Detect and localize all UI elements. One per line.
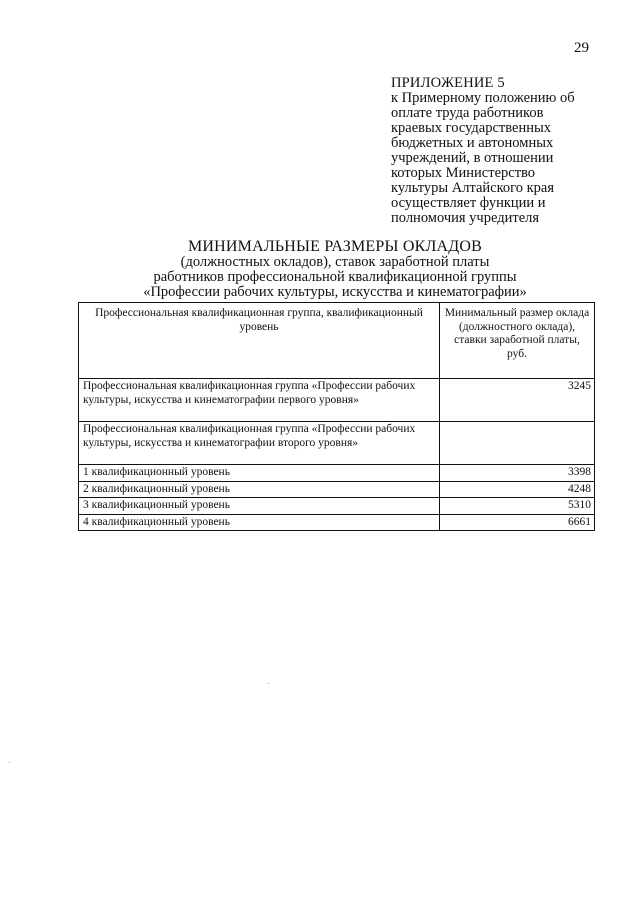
table-row — [79, 422, 595, 465]
heading-title: МИНИМАЛЬНЫЕ РАЗМЕРЫ ОКЛАДОВ — [187, 238, 483, 255]
row-value: 3398 — [440, 465, 595, 482]
table-row — [79, 465, 595, 482]
page-number: 29 — [574, 40, 589, 56]
header-qualification: Профессиональная квалификационная группа, квалификационный уровень — [79, 303, 440, 379]
heading-line-3: работников профессиональной квалификационной группы — [153, 269, 517, 285]
appendix-block — [391, 76, 591, 226]
heading-line-4: «Профессии рабочих культуры, искусства и кинематографии» — [143, 284, 527, 300]
row-label: Профессиональная квалификационная группа «Профессии рабочих культуры, искусства и кинематографии второго уровня» — [79, 422, 440, 465]
table-row — [79, 481, 595, 498]
scan-speck — [9, 762, 10, 763]
row-value: 5310 — [440, 498, 595, 515]
row-label: Профессиональная квалификационная группа «Профессии рабочих культуры, искусства и кинематографии первого уровня» — [79, 379, 440, 422]
table-row — [79, 498, 595, 515]
row-value: 3245 — [440, 379, 595, 422]
document-heading — [70, 238, 600, 300]
row-value: 4248 — [440, 481, 595, 498]
table-row — [79, 379, 595, 422]
appendix-body: к Примерному положению об оплате труда работников краевых государственных бюджетных и автономных учреждений, в отношении которых Министерство культуры Алтайского края осуществляет функции и полномочия учредителя — [391, 90, 575, 226]
header-salary: Минимальный размер оклада (должностного оклада), ставки заработной платы, руб. — [440, 303, 595, 379]
row-label: 1 квалификационный уровень — [79, 465, 440, 482]
row-label: 4 квалификационный уровень — [79, 514, 440, 531]
salary-table — [78, 302, 595, 531]
heading-line-2: (должностных окладов), ставок заработной платы — [180, 254, 490, 270]
row-value: 6661 — [440, 514, 595, 531]
row-value — [440, 422, 595, 465]
row-label: 3 квалификационный уровень — [79, 498, 440, 515]
row-label: 2 квалификационный уровень — [79, 481, 440, 498]
appendix-title: ПРИЛОЖЕНИЕ 5 — [391, 75, 505, 91]
table-row — [79, 514, 595, 531]
scan-speck — [268, 683, 269, 684]
table-header-row — [79, 303, 595, 379]
